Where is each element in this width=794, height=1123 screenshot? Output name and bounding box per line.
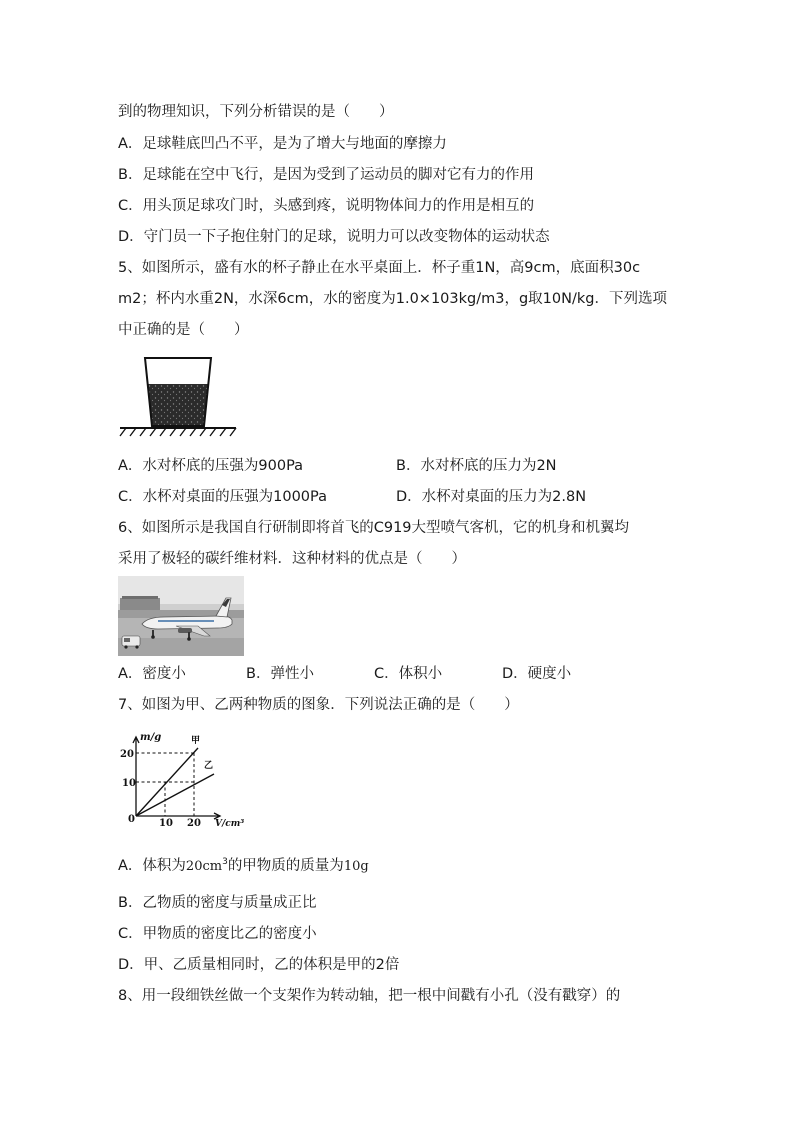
q8-stem: 8、用一段细铁丝做一个支架作为转动轴，把一根中间戳有小孔（没有戳穿）的: [118, 988, 621, 1004]
q6-option-c[interactable]: C．体积小: [374, 666, 443, 682]
q7-option-d[interactable]: D．甲、乙质量相同时，乙的体积是甲的2倍: [118, 957, 400, 973]
q7-option-a-middle: 的甲物质的质量为: [227, 858, 344, 874]
graph-origin-label: 0: [128, 814, 135, 825]
graph-line-jia-label: 甲: [191, 736, 201, 746]
graph-y-tick-10: 10: [122, 778, 136, 789]
q5-stem-line3: 中正确的是（ ）: [118, 322, 249, 338]
q7-option-a-volume: 20cm: [185, 859, 223, 874]
q5-option-d[interactable]: D．水杯对桌面的压力为2.8N: [396, 489, 587, 505]
c919-airplane-photo: [118, 576, 244, 656]
q7-option-a-prefix: A．体积为: [118, 858, 186, 874]
q7-option-a-mass: 10g: [343, 859, 369, 874]
q5-stem-line2: m2；杯内水重2N，水深6cm，水的密度为1.0×103kg/m3，g取10N/kg．下列选项: [118, 291, 667, 307]
q5-option-a[interactable]: A．水对杯底的压强为900Pa: [118, 458, 304, 474]
graph-y-tick-20: 20: [120, 749, 134, 760]
graph-x-tick-10: 10: [159, 818, 173, 828]
q7-stem: 7、如图为甲、乙两种物质的图象．下列说法正确的是（ ）: [118, 697, 519, 713]
q6-option-d[interactable]: D．硬度小: [502, 666, 572, 682]
q5-option-b[interactable]: B．水对杯底的压力为2N: [396, 458, 557, 474]
q6-stem-line2: 采用了极轻的碳纤维材料．这种材料的优点是（ ）: [118, 551, 466, 567]
q7-option-a[interactable]: [118, 856, 369, 877]
graph-line-yi-label: 乙: [204, 761, 214, 771]
q4-option-c[interactable]: C．用头顶足球攻门时，头感到疼，说明物体间力的作用是相互的: [118, 198, 535, 214]
q5-option-c[interactable]: C．水杯对桌面的压强为1000Pa: [118, 489, 328, 505]
q6-option-b[interactable]: B．弹性小: [246, 666, 314, 682]
q4-stem: 到的物理知识，下列分析错误的是（ ）: [118, 104, 394, 120]
q6-stem-line1: 6、如图所示是我国自行研制即将首飞的C919大型喷气客机，它的机身和机翼均: [118, 520, 630, 536]
q7-option-c[interactable]: C．甲物质的密度比乙的密度小: [118, 926, 317, 942]
cup-on-table-figure: [118, 354, 238, 438]
q5-stem-line1: 5、如图所示，盛有水的杯子静止在水平桌面上．杯子重1N，高9cm，底面积30c: [118, 260, 641, 276]
q7-option-a-exponent: 3: [222, 857, 228, 868]
graph-y-axis-label: m/g: [140, 732, 162, 743]
q4-option-a[interactable]: A．足球鞋底凹凸不平，是为了增大与地面的摩擦力: [118, 136, 447, 152]
mass-volume-graph: [120, 728, 255, 828]
graph-x-tick-20: 20: [187, 818, 201, 828]
q6-option-a[interactable]: A．密度小: [118, 666, 186, 682]
q7-option-b[interactable]: B．乙物质的密度与质量成正比: [118, 895, 317, 911]
q4-option-d[interactable]: D．守门员一下子抱住射门的足球，说明力可以改变物体的运动状态: [118, 229, 550, 245]
graph-x-axis-label: V/cm³: [215, 819, 245, 828]
q4-option-b[interactable]: B．足球能在空中飞行，是因为受到了运动员的脚对它有力的作用: [118, 167, 534, 183]
